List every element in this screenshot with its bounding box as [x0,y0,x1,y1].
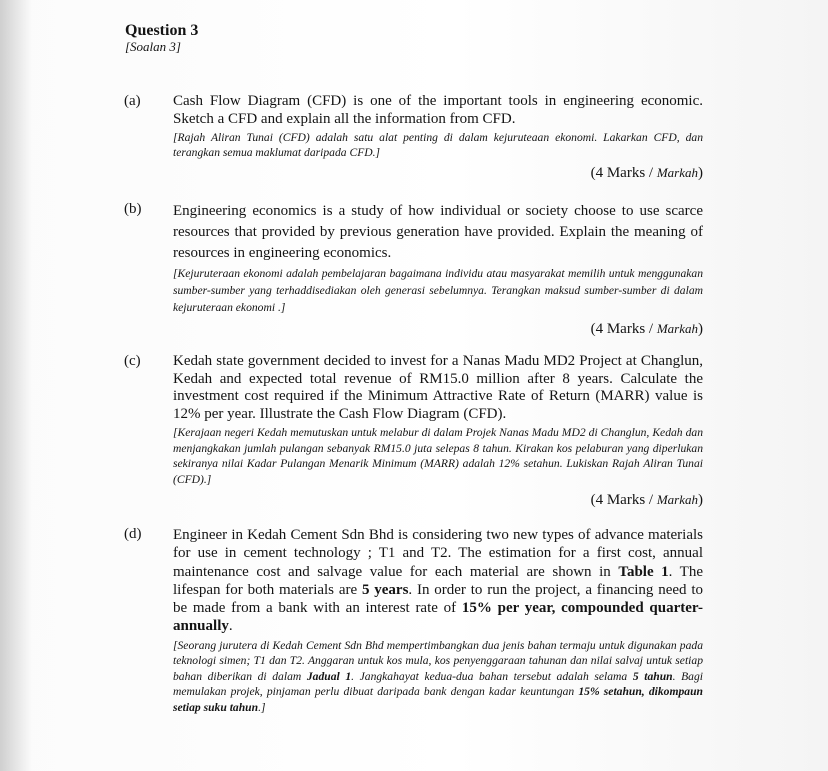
part-b-english: Engineering economics is a study of how individual or society choose to use scarce resources that provided by previous generation have provided. Explain the meaning of resources in engineering economics. [173,203,703,261]
part-c-english: Kedah state government decided to invest for a Nanas Madu MD2 Project at Changlun, Kedah and expected total revenue of RM15.0 million after 8 years. Calculate the investment cost required if the Minimum Attractive Rate of Return (MARR) value is 12% per year. Illustrate the Cash Flow Diagram (CFD). [173,353,703,422]
part-a-english: Cash Flow Diagram (CFD) is one of the important tools in engineering economic. Sketch a CFD and explain all the information from CFD. [173,93,703,127]
part-a-marks: (4 Marks / Markah) [590,165,703,181]
question-subtitle: [Soalan 3] [125,39,181,54]
page-shadow [0,0,32,771]
part-d-english: Engineer in Kedah Cement Sdn Bhd is considering two new types of advance materials for use in cement technology ; T1 and T2. The estimation for a first cost, annual maintenance cost and salvage value for each material are shown in Table 1. The lifespan for both materials are 5 years. In order to run the project, a financing need to be made from a bank with an interest rate of 15% per year, compounded quarter-annually. [173,527,704,635]
part-letter: (c) [124,353,141,369]
part-letter: (b) [124,201,142,217]
part-b-marks: (4 Marks / Markah) [590,321,703,337]
part-c-malay: [Kerajaan negeri Kedah memutuskan untuk melabur di dalam Projek Nanas Madu MD2 di Changlun, Kedah dan menjangkakan jumlah pulangan sebanyak RM15.0 juta selepas 8 tahun. Kirakan kos pelaburan yang diperlukan sekiranya nilai Kadar Pulangan Menarik Minimum (MARR) adalah 12% setahun. Lukiskan Rajah Aliran Tunai (CFD).] [173,426,703,486]
part-c-marks: (4 Marks / Markah) [590,492,703,508]
question-title: Question 3 [125,22,199,39]
part-letter: (d) [124,526,142,542]
part-a-malay: [Rajah Aliran Tunai (CFD) adalah satu alat penting di dalam kejuruteaan ekonomi. Lakarkan CFD, dan terangkan semua maklumat daripada CFD.] [173,131,703,159]
part-b-malay: [Kejuruteraan ekonomi adalah pembelajaran bagaimana individu atau masyarakat memilih untuk menggunakan sumber-sumber yang terhaddisediakan oleh generasi sebelumnya. Terangkan maksud sumber-sumber di dalam kejuruteraan ekonomi .] [173,267,703,314]
part-letter: (a) [124,93,141,109]
part-d-malay: [Seorang jurutera di Kedah Cement Sdn Bhd mempertimbangkan dua jenis bahan termaju untuk digunakan pada teknologi simen; T1 dan T2. Anggaran untuk kos mula, kos penyenggaraan tahunan dan nilai salvaj untuk setiap bahan diberikan di dalam Jadual 1. Jangkahayat kedua-dua bahan tersebut adalah selama 5 tahun. Bagi memulakan projek, pinjaman perlu dibuat daripada bank dengan kadar keuntungan 15% setahun, dikompaun setiap suku tahun.] [173,638,703,714]
